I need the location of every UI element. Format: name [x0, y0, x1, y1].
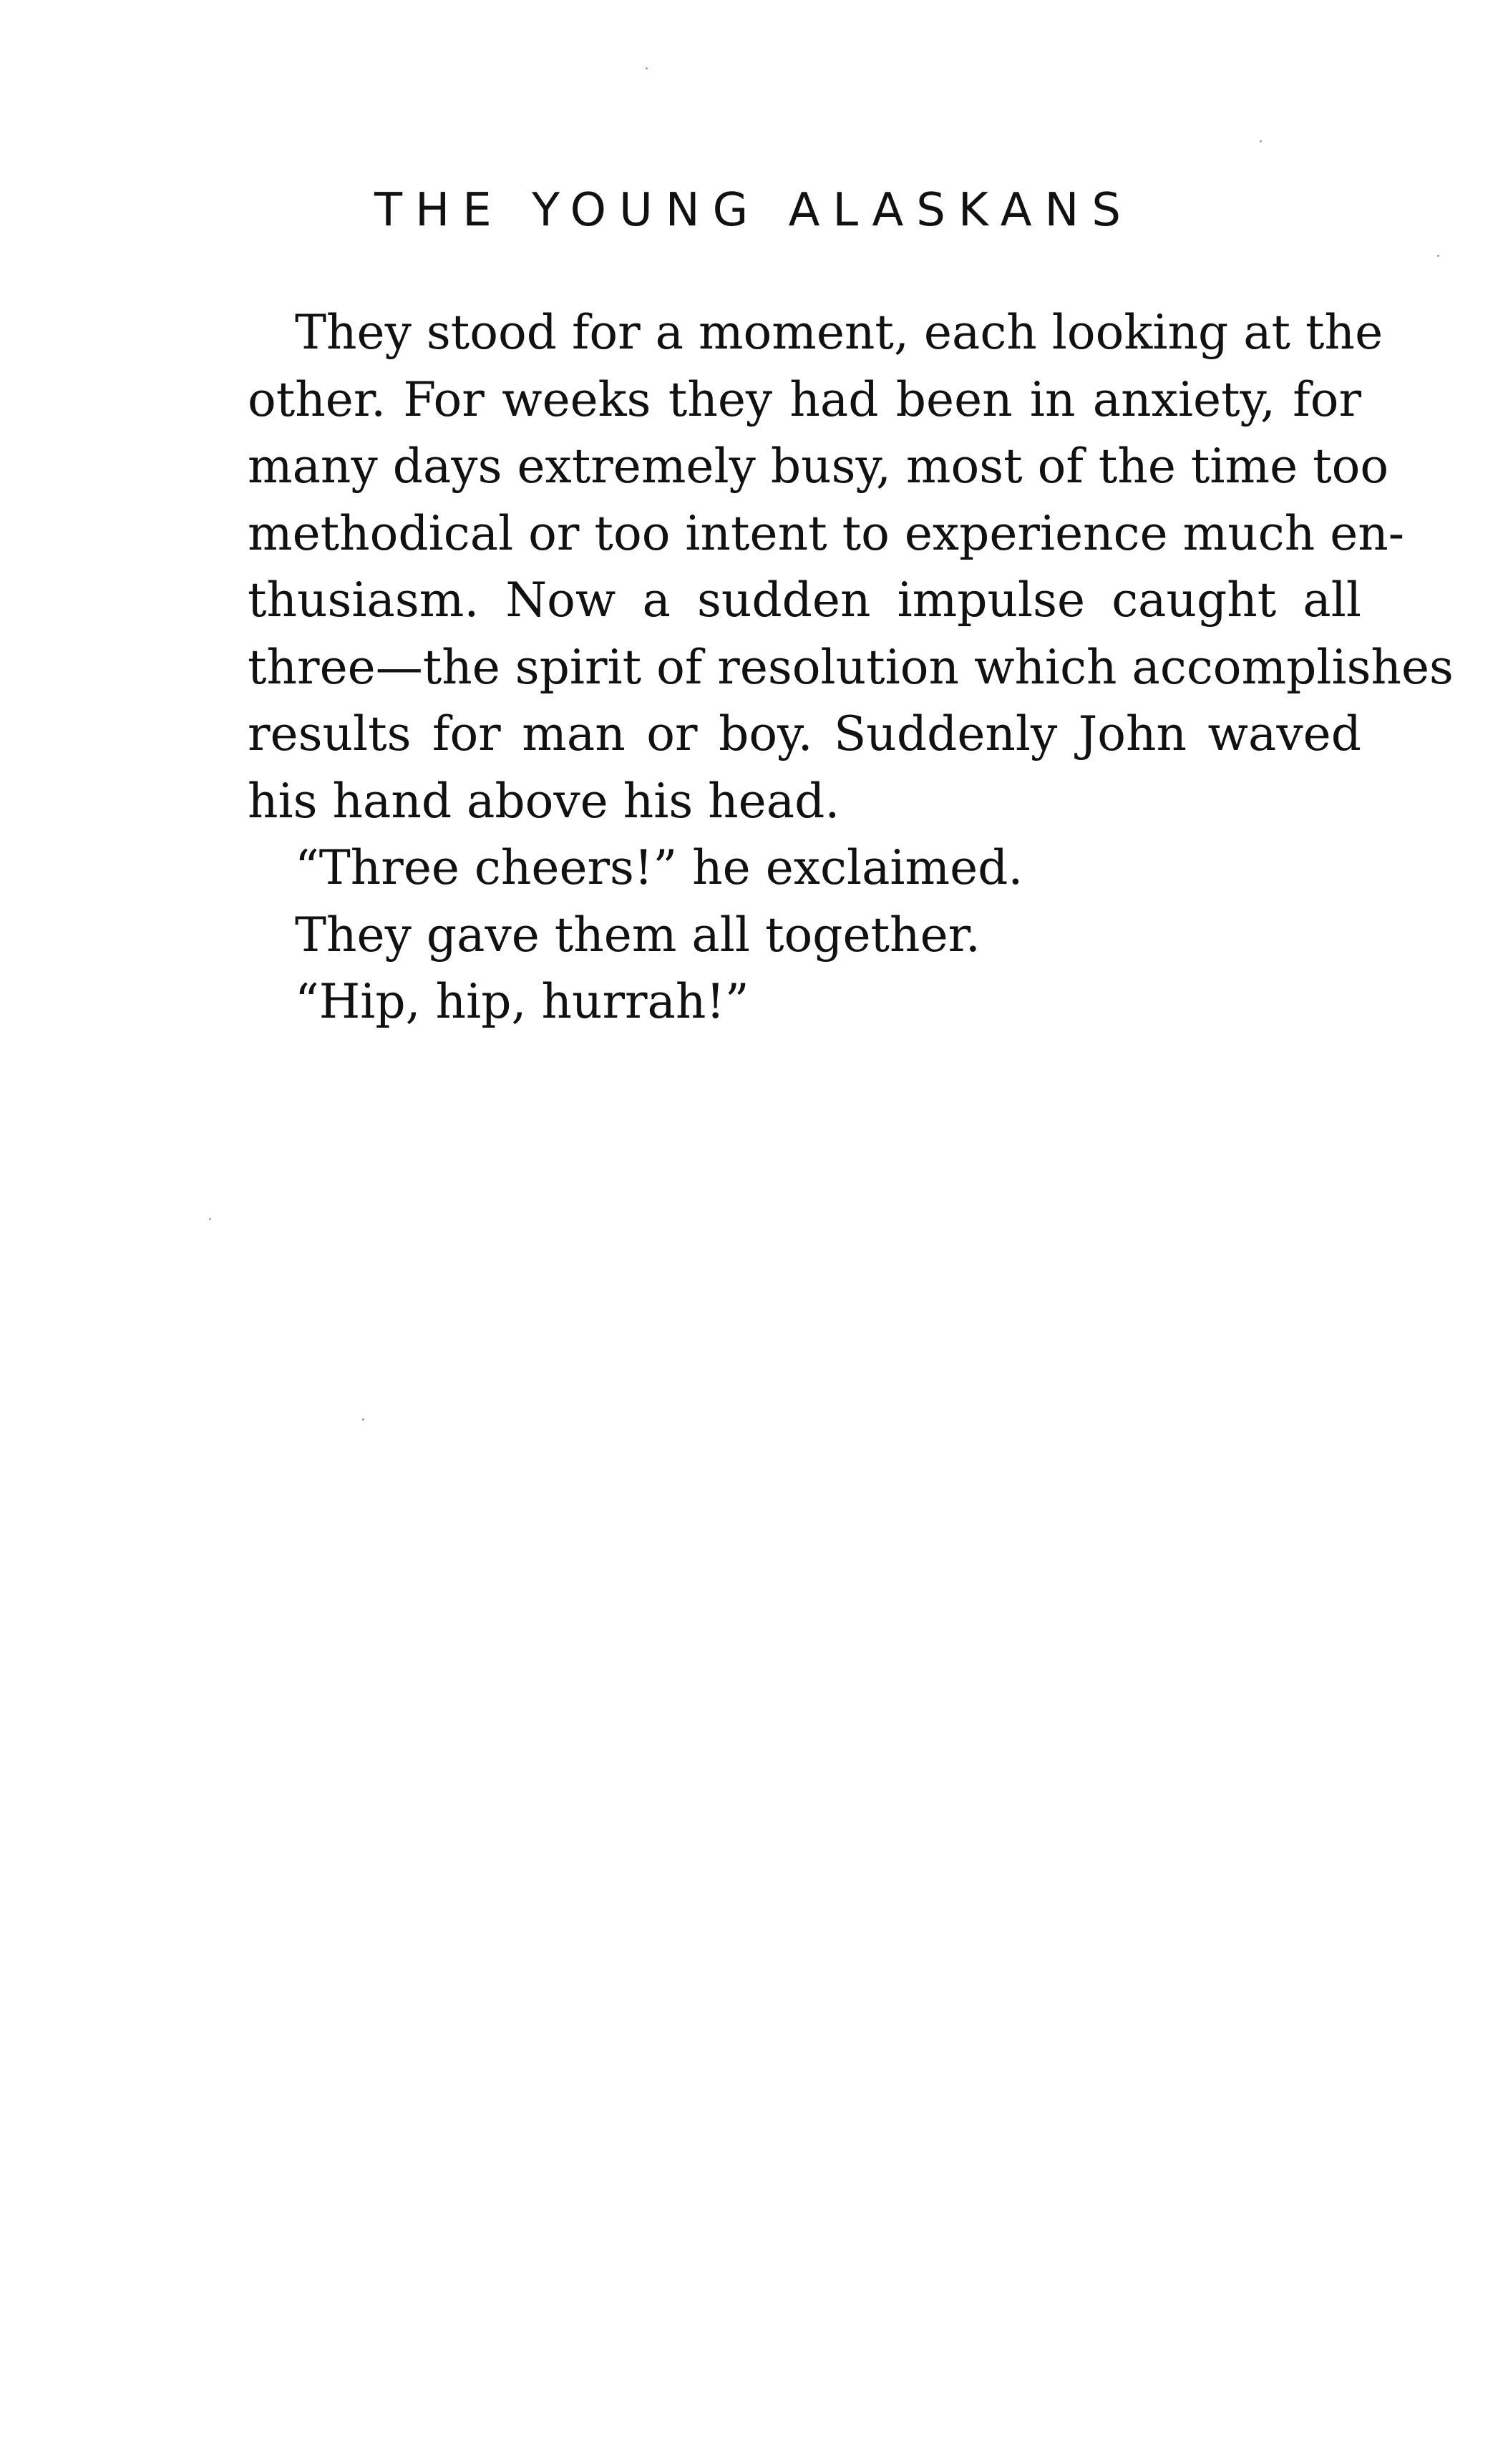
text-line: thusiasm. Now a sudden impulse caught all — [248, 573, 1361, 628]
paper-speck — [362, 1418, 364, 1421]
text-line: “Hip, hip, hurrah!” — [295, 974, 749, 1029]
text-line: methodical or too intent to experience much en- — [248, 505, 1405, 561]
text-line: They gave them all together. — [295, 907, 981, 963]
text-line: other. For weeks they had been in anxiety, for — [248, 371, 1361, 427]
text-line: results for man or boy. Suddenly John waved — [248, 706, 1361, 761]
text-line: They stood for a moment, each looking at the — [295, 305, 1383, 360]
text-line: his hand above his head. — [248, 773, 840, 829]
text-line: three—the spirit of resolution which accomplishes — [248, 639, 1454, 695]
body-text — [248, 299, 1454, 1036]
paper-speck — [1437, 255, 1439, 257]
running-head: THE YOUNG ALASKANS — [374, 184, 1134, 237]
text-line: “Three cheers!” he exclaimed. — [295, 840, 1023, 895]
paper-speck — [1260, 140, 1262, 142]
paper-speck — [209, 1218, 211, 1220]
text-line: many days extremely busy, most of the time too — [248, 439, 1389, 494]
paper-speck — [646, 67, 648, 69]
